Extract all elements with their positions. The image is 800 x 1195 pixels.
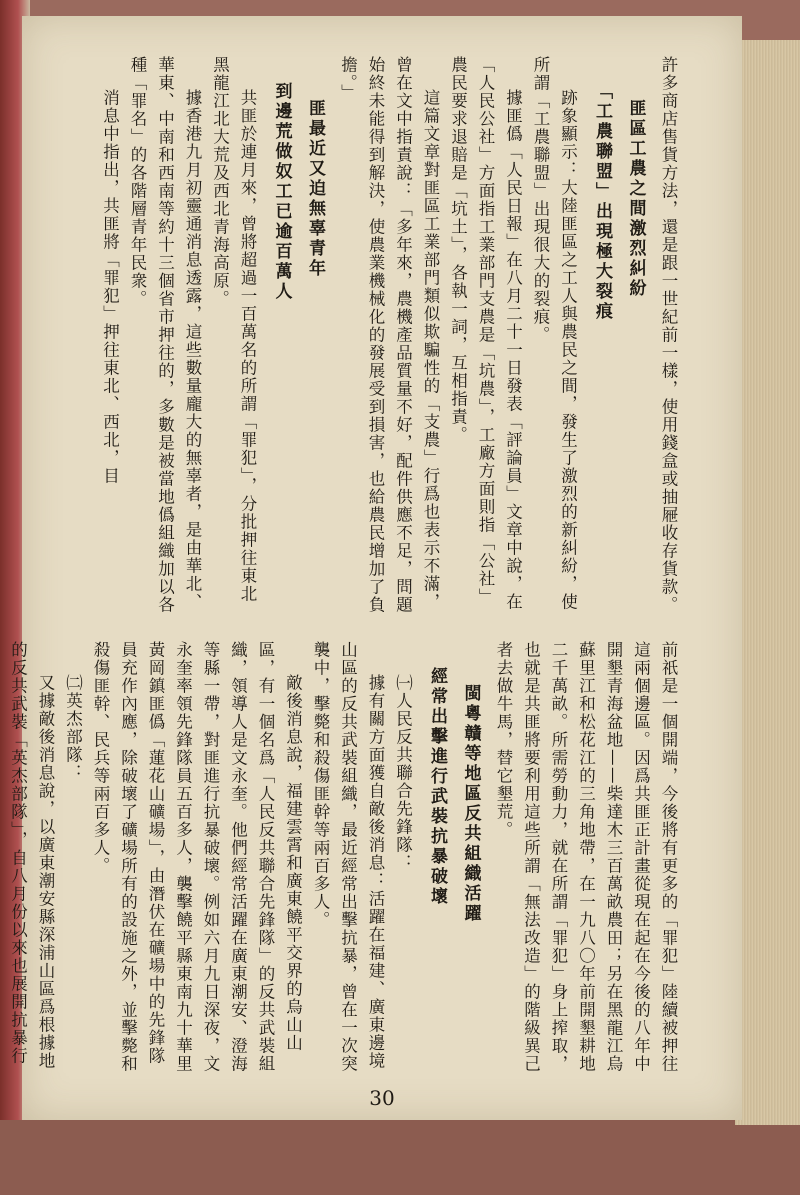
section-label: ㈡英杰部隊： xyxy=(63,674,83,782)
headline-forced-youth: 匪最近又迫無辜青年 xyxy=(305,98,325,279)
page-stack-edges xyxy=(735,40,800,1125)
background-bottom xyxy=(0,1120,800,1195)
paragraph: 跡象顯示：大陸匪區之工人與農民之間，發生了激烈的新糾紛，使所謂「工農聯盟」出現很大的裂痕。 xyxy=(531,56,578,611)
paragraph: 敵後消息說，福建雲霄和廣東饒平交界的烏山山區，有一個名爲「人民反共聯合先鋒隊」的反共武裝組織，領導人是文永奎。他們經常活躍在廣東潮安、澄海等縣一帶，對匪進行抗暴破壞。例如六月九日深夜，文永奎率領先鋒隊員五百多人，襲擊饒平縣東南九十華里黃岡鎮匪僞「蓮花山礦場」，由潛伏在礦場中的先鋒隊員充作內應，除破壞了礦場所有的設施之外，並擊斃和殺傷匪幹、民兵等兩百多人。 xyxy=(91,641,303,1073)
subheadline-forced-labor: 到邊荒做奴工已逾百萬人 xyxy=(271,81,292,302)
book-page xyxy=(8,16,742,1120)
upper-section xyxy=(82,56,682,616)
section-label: ㈠人民反共聯合先鋒隊： xyxy=(393,674,413,872)
paragraph: 據匪僞「人民日報」在八月二十一日發表「評論員」文章中說，在「人民公社」方面指工業部門支農是「坑農」，工廠方面則指「公社」農民要求退賠是「坑土」，各執一詞，互相指責。 xyxy=(448,56,523,611)
paragraph: 又據敵後消息說，以廣東潮安縣深浦山區爲根據地的反共武裝「英杰部隊」，自八月份以來也展開抗暴行 xyxy=(8,641,55,1070)
subheadline-armed-resistance: 經常出擊進行武裝抗暴破壞 xyxy=(427,666,447,907)
paragraph-continued: 前祇是一個開端，今後將有更多的「罪犯」陸續被押往這兩個邊區。因爲共匪正計畫從現在起在今後的八年中開墾青海盆地——柴達木三百萬畝農田；另在黑龍江烏蘇里江和松花江的三角地帶，在一九八〇年前開墾耕地二千萬畝。所需勞動力，就在所謂「罪犯」身上搾取，也就是共匪將要利用這些所謂「無法改造」的階級異己者去做牛馬，替它墾荒。 xyxy=(494,641,678,1073)
headline-worker-peasant-dispute: 匪區工農之間激烈糾紛 xyxy=(625,98,646,299)
headline-anti-communist-groups: 閩粵贛等地區反共組織活躍 xyxy=(460,683,481,924)
paragraph-continued: 許多商店售貨方法，還是跟一世紀前一樣，使用錢盒或抽屜收存貨款。 xyxy=(659,56,678,614)
paragraph: 據有關方面獲自敵後消息：活躍在福建、廣東邊境山區的反共武裝組織，最近經常出擊抗暴，曾在一次突襲中，擊斃和殺傷匪幹等兩百多人。 xyxy=(311,641,385,1073)
paragraph: 共匪於連月來，曾將超過一百萬名的所謂「罪犯」，分批押往東北黑龍江北大荒及西北青海高原。 xyxy=(210,56,257,603)
lower-section xyxy=(8,641,682,1081)
paragraph: 這篇文章對匪區工業部門類似欺騙性的「支農」行爲也表示不滿，曾在文中指責說：「多年來，農機產品質量不好，配件供應不足，問題始終未能得到解決，使農業機械化的發展受到損害，也給農民增加了負擔。」 xyxy=(338,56,440,614)
paragraph: 消息中指出，共匪將「罪犯」押往東北、西北，目 xyxy=(100,89,120,485)
subheadline-worker-peasant-alliance: 「工農聯盟」出現極大裂痕 xyxy=(592,81,612,322)
page-number: 30 xyxy=(369,1086,395,1110)
paragraph: 據香港九月初靈通消息透露，這些數量龐大的無辜者，是由華北、華東、中南和西南等約十三個省市押往的，多數是被當地僞組織加以各種「罪名」的各階層青年民衆。 xyxy=(128,56,202,614)
